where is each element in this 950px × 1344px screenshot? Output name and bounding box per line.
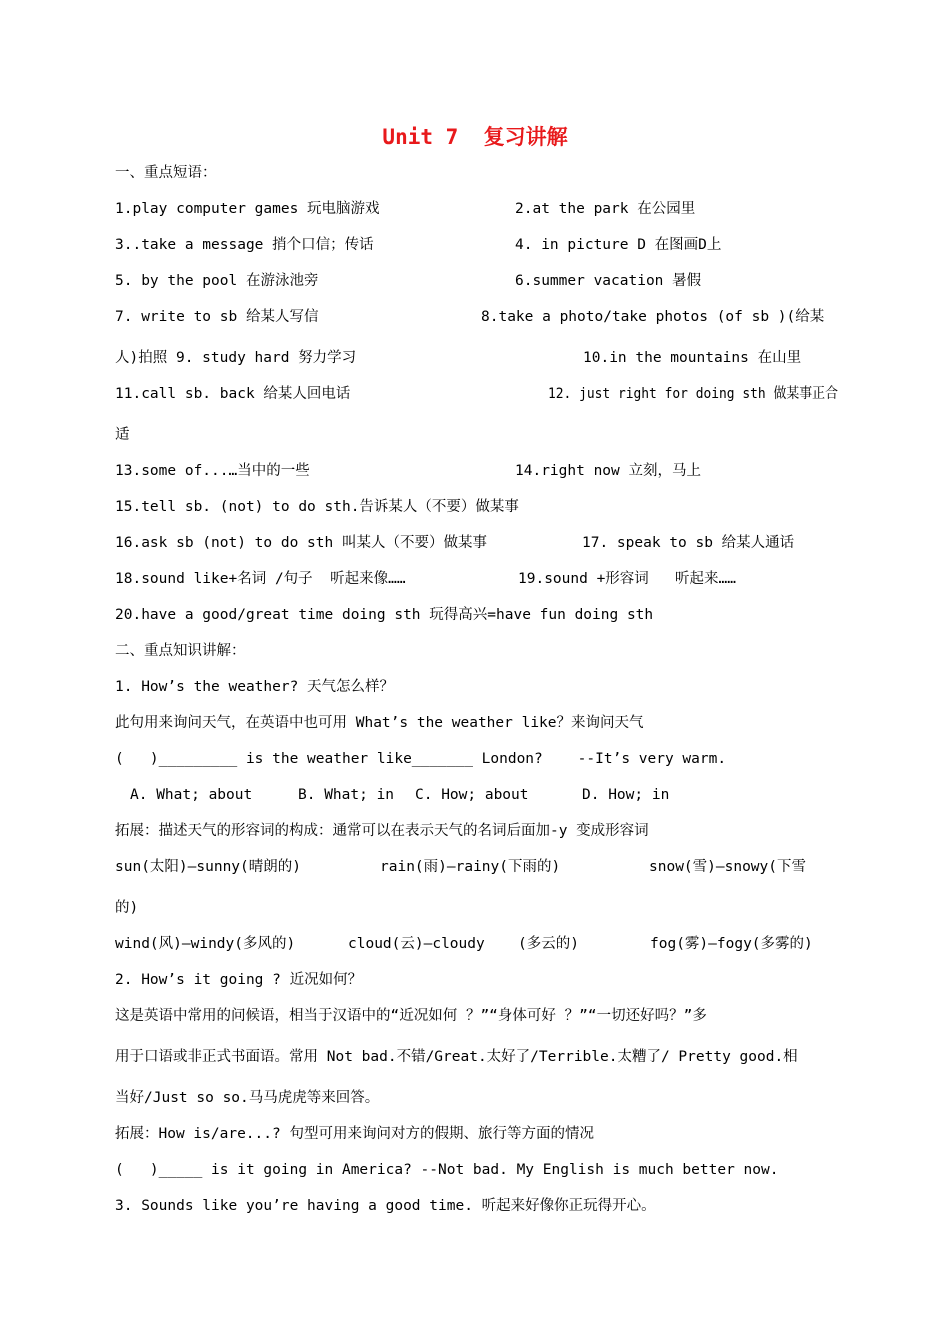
weather-snow-cont: 的) [115, 900, 139, 916]
phrase-15: 15.tell sb. (not) to do sth.告诉某人（不要）做某事 [115, 499, 519, 515]
weather-cloud: cloud(云)—cloudy [348, 936, 485, 952]
weather-rain: rain(雨)—rainy(下雨的) [380, 859, 561, 875]
phrase-8: 8.take a photo/take photos (of sb )(给某 [481, 309, 825, 325]
phrase-4: 4. in picture D 在图画D上 [515, 237, 722, 253]
knowledge-2-line-2: 用于口语或非正式书面语。常用 Not bad.不错/Great.太好了/Terrible.太糟了/ Pretty good.相 [115, 1049, 798, 1065]
phrase-20: 20.have a good/great time doing sth 玩得高兴=have fun doing sth [115, 607, 654, 623]
option-d: D. How; in [582, 787, 670, 803]
section-heading-phrases: 一、重点短语： [115, 165, 217, 181]
phrase-19: 19.sound +形容词 听起来…… [518, 571, 736, 587]
weather-sun: sun(太阳)—sunny(晴朗的) [115, 859, 301, 875]
knowledge-2-line-3: 当好/Just so so.马马虎虎等来回答。 [115, 1090, 380, 1106]
weather-snow: snow(雪)—snowy(下雪 [649, 859, 806, 875]
phrase-18: 18.sound like+名词 /句子 听起来像…… [115, 571, 406, 587]
phrase-10: 10.in the mountains 在山里 [583, 350, 802, 366]
phrase-5: 5. by the pool 在游泳池旁 [115, 273, 319, 289]
phrase-2: 2.at the park 在公园里 [515, 201, 696, 217]
option-b: B. What; in [298, 787, 395, 803]
knowledge-2-line-1: 这是英语中常用的问候语，相当于汉语中的“近况如何 ？”“身体可好 ？”“一切还好吗？”多 [115, 1008, 707, 1024]
phrase-8-9: 人)拍照 9. study hard 努力学习 [115, 350, 357, 366]
extension-1: 拓展：描述天气的形容词的构成：通常可以在表示天气的名词后面加-y 变成形容词 [115, 823, 649, 839]
option-c: C. How; about [415, 787, 529, 803]
phrase-17: 17. speak to sb 给某人通话 [582, 535, 795, 551]
knowledge-2-title: 2. How’s it going ? 近况如何？ [115, 972, 363, 988]
phrase-7: 7. write to sb 给某人写信 [115, 309, 319, 325]
phrase-14: 14.right now 立刻，马上 [515, 463, 701, 479]
weather-cloud-cont: (多云的) [518, 936, 579, 952]
phrase-12: 12. just right for doing sth 做某事正合 [548, 386, 839, 402]
extension-2: 拓展：How is/are...? 句型可用来询问对方的假期、旅行等方面的情况 [115, 1126, 594, 1142]
phrase-16: 16.ask sb (not) to do sth 叫某人（不要）做某事 [115, 535, 487, 551]
weather-fog: fog(雾)—fogy(多雾的) [650, 936, 813, 952]
weather-wind: wind(风)—windy(多风的) [115, 936, 296, 952]
knowledge-3-title: 3. Sounds like you’re having a good time. 听起来好像你正玩得开心。 [115, 1198, 656, 1214]
phrase-1: 1.play computer games 玩电脑游戏 [115, 201, 380, 217]
phrase-11: 11.call sb. back 给某人回电话 [115, 386, 351, 402]
section-heading-knowledge: 二、重点知识讲解： [115, 643, 246, 659]
knowledge-1-question: ( )_________ is the weather like_______ London? --It’s very warm. [115, 751, 727, 767]
phrase-6: 6.summer vacation 暑假 [515, 273, 702, 289]
knowledge-1-desc: 此句用来询问天气，在英语中也可用 What’s the weather like？来询问天气 [115, 715, 644, 731]
knowledge-1-title: 1. How’s the weather? 天气怎么样？ [115, 679, 395, 695]
phrase-13: 13.some of...…当中的一些 [115, 463, 310, 479]
phrase-12-cont: 适 [115, 427, 130, 443]
option-a: A. What; about [130, 787, 253, 803]
page-title: Unit 7 复习讲解 [382, 125, 568, 149]
phrase-3: 3..take a message 捎个口信；传话 [115, 237, 374, 253]
knowledge-2-question: ( )_____ is it going in America? --Not bad. My English is much better now. [115, 1162, 779, 1178]
